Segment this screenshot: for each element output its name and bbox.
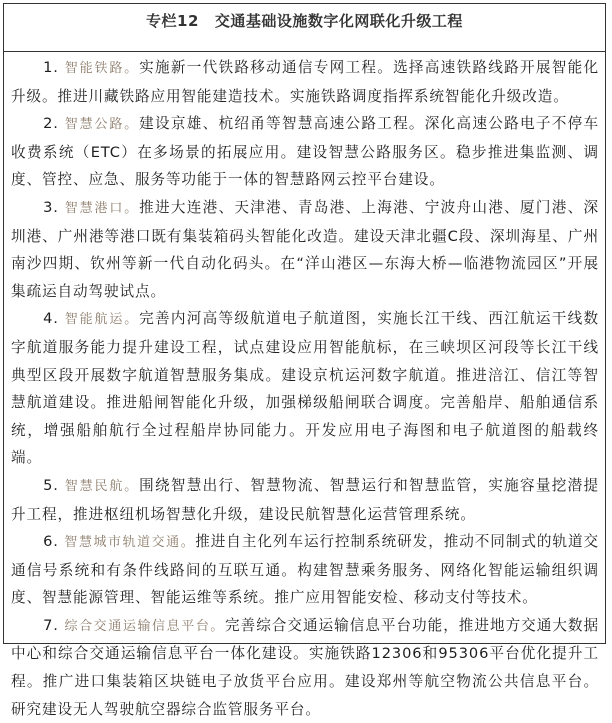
item-text: 推进大连港、天津港、青岛港、上海港、宁波舟山港、厦门港、深圳港、广州港等港口既有集装箱码头智能化改造。建设天津北疆C段、深圳海星、广州南沙四期、钦州等新一代自动化码头。在“洋山港区—东海大桥—临港物流园区”开展集疏运自动驾驶试点。 — [11, 198, 599, 300]
item-index: 6. — [43, 533, 59, 551]
item-label: 智能铁路。 — [64, 61, 140, 76]
item-text: 完善综合交通运输信息平台功能，推进地方交通大数据中心和综合交通运输信息平台一体化建设。实施铁路12306和95306平台优化提升工程。推广进口集装箱区块链电子放货平台应用。建设郑州等航空物流公共信息平台。研究建设无人驾驶航空器综合监管服务平台。 — [11, 616, 599, 718]
column-heading: 交通基础设施数字化网联化升级工程 — [214, 12, 463, 30]
item-3 — [11, 194, 599, 305]
item-text: 围绕智慧出行、智慧物流、智慧运行和智慧监管，实施容量挖潜提升工程，推进枢纽机场智慧化升级，建设民航智慧化运营管理系统。 — [11, 476, 599, 523]
title-row — [4, 4, 605, 52]
item-6 — [11, 528, 599, 612]
item-label: 智慧公路。 — [64, 117, 140, 133]
item-2 — [11, 110, 599, 194]
item-text: 建设京雄、杭绍甬等智慧高速公路工程。深化高速公路电子不停车收费系统（ETC）在多场景的拓展应用。建设智慧公路服务区。稳步推进集监测、调度、管控、应急、服务等功能于一体的智慧路网云控平台建设。 — [11, 115, 599, 189]
column-number: 专栏12 — [146, 12, 199, 30]
special-column-box — [3, 3, 606, 718]
item-1 — [11, 54, 599, 110]
item-index: 3. — [43, 198, 59, 216]
item-text: 实施新一代铁路移动通信专网工程。选择高速铁路线路开展智能化升级。推进川藏铁路应用智能建造技术。实施铁路调度指挥系统智能化升级改造。 — [11, 59, 599, 105]
item-label: 智慧城市轨道交通。 — [64, 535, 196, 551]
item-index: 4. — [43, 310, 59, 328]
item-5 — [11, 472, 599, 528]
item-7 — [11, 612, 599, 723]
column-title — [146, 10, 463, 31]
item-text: 完善内河高等级航道电子航道图，实施长江干线、西江航运干线数字航道服务能力提升建设工程，试点建设应用智能航标，在三峡坝区河段等长江干线典型区段开展数字航道智慧服务集成。建设京杭运河数字航道。推进涪江、信江等智慧航道建设。推进船闸智能化升级，加强梯级船闸联合调度。完善船岸、船舶通信系统，增强船舶航行全过程船岸协同能力。开发应用电子海图和电子航道图的船载终端。 — [11, 310, 599, 467]
item-index: 2. — [43, 115, 59, 133]
item-label: 综合交通运输信息平台。 — [64, 618, 226, 634]
item-label: 智慧港口。 — [64, 200, 140, 216]
item-4 — [11, 305, 599, 472]
column-body — [4, 52, 605, 723]
item-index: 7. — [43, 616, 59, 634]
item-text: 推进自主化列车运行控制系统研发，推动不同制式的轨道交通信号系统和有条件线路间的互联互通。构建智慧乘务服务、网络化智能运输组织调度、智慧能源管理、智能运维等系统。推广应用智能安检、移动支付等技术。 — [11, 533, 599, 607]
item-label: 智能航运。 — [64, 312, 140, 328]
item-index: 1. — [43, 59, 59, 76]
item-label: 智慧民航。 — [64, 478, 140, 494]
item-index: 5. — [43, 476, 59, 494]
